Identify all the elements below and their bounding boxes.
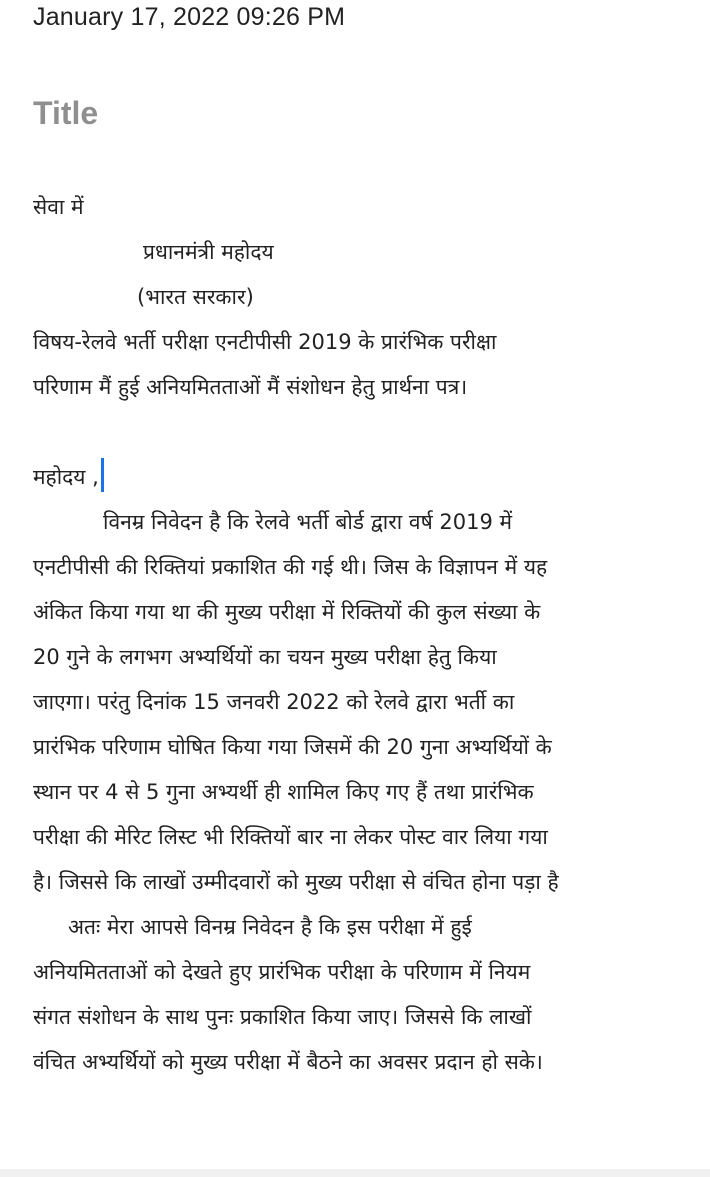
body-para2-line: अतः मेरा आपसे विनम्र निवेदन है कि इस परीक्षा में हुई [68,915,472,939]
body-para1-line: विनम्र निवेदन है कि रेलवे भर्ती बोर्ड द्वारा वर्ष 2019 में [103,510,513,534]
note-timestamp: January 17, 2022 09:26 PM [33,3,346,31]
note-body-editor[interactable] [33,185,698,1085]
text-cursor [101,458,104,492]
note-title-input[interactable]: Title [33,95,99,131]
body-para1-line: जाएगा। परंतु दिनांक 15 जनवरी 2022 को रेलवे द्वारा भर्ती का [33,690,515,714]
body-line-greeting: महोदय , [33,465,99,489]
body-para2-line: अनियमितताओं को देखते हुए प्रारंभिक परीक्षा के परिणाम में नियम [33,960,531,984]
body-para1-line: अंकित किया गया था की मुख्य परीक्षा में रिक्तियों की कुल संख्या के [33,600,541,624]
bottom-divider [0,1169,710,1177]
body-para2-line: संगत संशोधन के साथ पुनः प्रकाशित किया जाए। जिससे कि लाखों [33,1005,532,1029]
body-line-department: (भारत सरकार) [137,285,254,309]
body-blank-line [33,410,698,455]
body-para1-line: परीक्षा की मेरिट लिस्ट भी रिक्तियों बार ना लेकर पोस्ट वार लिया गया [33,825,548,849]
body-para1-line: 20 गुने के लगभग अभ्यर्थियों का चयन मुख्य परीक्षा हेतु किया [33,645,497,669]
body-line-subject-1: विषय-रेलवे भर्ती परीक्षा एनटीपीसी 2019 के प्रारंभिक परीक्षा [33,330,497,354]
body-para1-line: एनटीपीसी की रिक्तियां प्रकाशित की गई थी। जिस के विज्ञापन में यह [33,555,548,579]
body-line-recipient: प्रधानमंत्री महोदय [143,240,274,264]
body-para1-line: प्रारंभिक परिणाम घोषित किया गया जिसमें की 20 गुना अभ्यर्थियों के [33,735,552,759]
body-para1-line: स्थान पर 4 से 5 गुना अभ्यर्थी ही शामिल किए गए हैं तथा प्रारंभिक [33,780,534,804]
body-line-subject-2: परिणाम मैं हुई अनियमितताओं मैं संशोधन हेतु प्रार्थना पत्र। [33,375,468,399]
body-line-greeting-row [33,455,698,500]
body-para2-line: वंचित अभ्यर्थियों को मुख्य परीक्षा में बैठने का अवसर प्रदान हो सके। [33,1050,543,1074]
body-line-salutation: सेवा में [33,195,84,219]
body-para1-line: है। जिससे कि लाखों उम्मीदवारों को मुख्य परीक्षा से वंचित होना पड़ा है [33,870,559,894]
